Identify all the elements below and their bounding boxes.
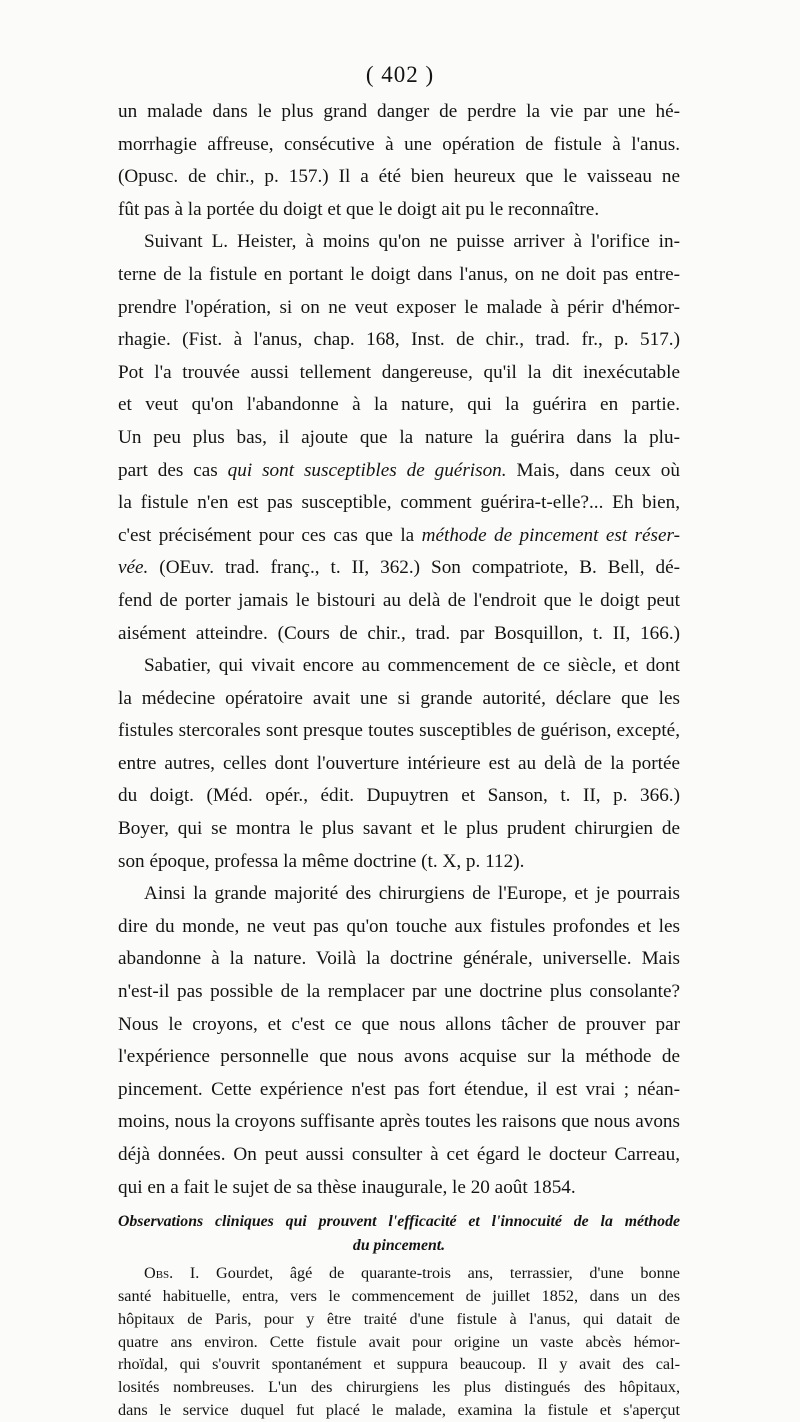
observation-line: dans le service duquel fut placé le malade, examina la fistule et s'aperçut [118, 1400, 680, 1419]
observation-line: losités nombreuses. L'un des chirurgiens les plus distingués des hôpitaux, [118, 1378, 680, 1397]
text-line: Pot l'a trouvée aussi tellement dangereuse, qu'il la dit inexécutable [118, 361, 680, 383]
observation-line: rhoïdal, qui s'ouvrit spontanément et suppura beaucoup. Il y avait des cal- [118, 1355, 680, 1374]
text-line: terne de la fistule en portant le doigt dans l'anus, on ne doit pas entre- [118, 263, 680, 285]
text-line: un malade dans le plus grand danger de perdre la vie par une hé- [118, 101, 680, 122]
text-segment: part des cas [118, 459, 228, 481]
observation-paragraph [118, 1262, 680, 1422]
observation-line: quatre ans environ. Cette fistule avait pour origine un vaste abcès hémor- [118, 1332, 680, 1351]
text-line: fistules stercorales sont presque toutes susceptibles de guérison, excepté, [118, 720, 680, 742]
text-line: Boyer, qui se montra le plus savant et le plus prudent chirurgien de [118, 818, 680, 840]
text-line: la médecine opératoire avait une si grande autorité, déclare que les [118, 687, 680, 709]
text-line: son époque, professa la même doctrine (t. X, p. 112). [118, 850, 525, 872]
text-segment: Gourdet, âgé de quarante-trois ans, terrassier, d'une bonne [199, 1264, 680, 1283]
text-line: Nous le croyons, et c'est ce que nous allons tâcher de prouver par [118, 1013, 680, 1035]
text-line: et veut qu'on l'abandonne à la nature, qui la guérira en partie. [118, 394, 680, 416]
observation-line: santé habituelle, entra, vers le commencement de juillet 1852, dans un des [118, 1286, 680, 1305]
text-line: la fistule n'en est pas susceptible, comment guérira-t-elle?... Eh bien, [118, 492, 680, 514]
text-line: rhagie. (Fist. à l'anus, chap. 168, Inst. de chir., trad. fr., p. 517.) [118, 329, 680, 351]
text-line: Ainsi la grande majorité des chirurgiens de l'Europe, et je pourrais [144, 883, 680, 905]
text-line: du doigt. (Méd. opér., édit. Dupuytren et Sanson, t. II, p. 366.) [118, 785, 680, 807]
text-line: entre autres, celles dont l'ouverture intérieure est au delà de la portée [118, 752, 680, 774]
observation-line [118, 1262, 680, 1285]
observation-label: Obs. I. [144, 1264, 200, 1283]
text-line: Suivant L. Heister, à moins qu'on ne puisse arriver à l'orifice in- [144, 231, 680, 253]
section-heading-line-1: Observations cliniques qui prouvent l'efficacité et l'innocuité de la méthode [118, 1213, 680, 1231]
italic-segment: vée. [118, 557, 149, 579]
text-line [118, 520, 680, 553]
text-line: déjà données. On peut aussi consulter à cet égard le docteur Carreau, [118, 1144, 680, 1165]
text-line: n'est-il pas possible de la remplacer par une doctrine plus consolante? [118, 981, 680, 1003]
text-line: Sabatier, qui vivait encore au commencement de ce siècle, et dont [144, 655, 680, 677]
text-segment: (OEuv. trad. franç., t. II, 362.) Son compatriote, B. Bell, dé- [148, 557, 680, 579]
text-line: fût pas à la portée du doigt et que le doigt ait pu le reconnaître. [118, 198, 600, 220]
page-body [118, 96, 680, 1422]
italic-segment: méthode de pincement est réser- [421, 524, 680, 546]
text-line [118, 552, 680, 585]
text-line: aisément atteindre. (Cours de chir., trad. par Bosquillon, t. II, 166.) [118, 622, 680, 644]
body-paragraphs [118, 96, 680, 1204]
text-line: fend de porter jamais le bistouri au delà de l'endroit que le doigt peut [118, 589, 680, 611]
page-number: ( 402 ) [365, 62, 435, 87]
text-line [118, 455, 680, 488]
text-line: pincement. Cette expérience n'est pas fort étendue, il est vrai ; néan- [118, 1078, 680, 1100]
text-line: morrhagie affreuse, consécutive à une opération de fistule à l'anus. [118, 133, 680, 155]
text-line: l'expérience personnelle que nous avons acquise sur la méthode de [118, 1046, 680, 1068]
text-line: Un peu plus bas, il ajoute que la nature la guérira dans la plu- [118, 426, 680, 448]
text-line: qui en a fait le sujet de sa thèse inaugurale, le 20 août 1854. [118, 1176, 576, 1198]
text-segment: Mais, dans ceux où [506, 459, 680, 481]
italic-segment: qui sont susceptibles de guérison. [227, 459, 507, 481]
section-heading-line-2: du pincement. [352, 1237, 446, 1255]
text-line: prendre l'opération, si on ne veut exposer le malade à périr d'hémor- [118, 296, 680, 318]
observation-line: hôpitaux de Paris, pour y être traité d'une fistule à l'anus, qui datait de [118, 1309, 680, 1328]
text-line: (Opusc. de chir., p. 157.) Il a été bien heureux que le vaisseau ne [118, 166, 680, 188]
text-segment: c'est précisément pour ces cas que la [118, 524, 422, 546]
text-line: abandonne à la nature. Voilà la doctrine générale, universelle. Mais [118, 948, 680, 970]
text-line: dire du monde, ne veut pas qu'on touche aux fistules profondes et les [118, 915, 680, 937]
text-line: moins, nous la croyons suffisante après toutes les raisons que nous avons [118, 1111, 680, 1133]
